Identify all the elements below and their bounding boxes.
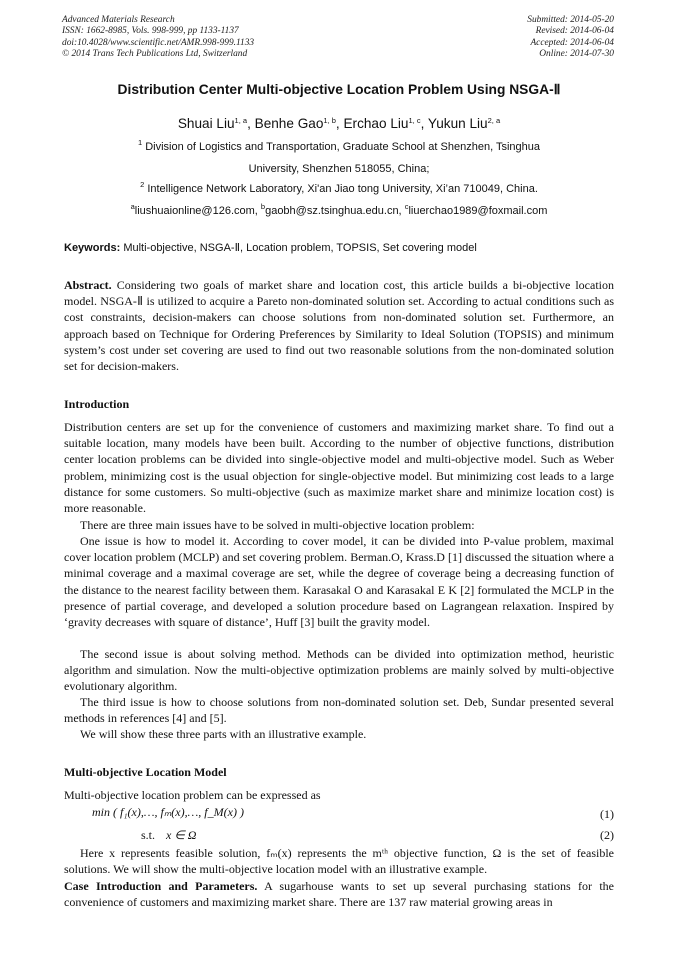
- intro-paragraph-1: Distribution centers are set up for the convenience of customers and maximizing market share. To find out a suitable location, many models have been built. According to the number of objective functions, distribution center location problems can be divided into single-objective model and multi-objective model. Such as Weber problem, minimizing cost is the usual objection for single-objective model. But minimizing cost leads to a large distance for some customers. So multi-objective (such as maximize market share and minimize location cost) is more reasonable.: [64, 420, 614, 516]
- email-list: [40, 202, 638, 217]
- author-list: Shuai Liu$^{1, a}$, Benhe Gao$^{1, b}$, Erchao Liu$^{1, c}$, Yukun Liu$^{2, a}$: [177, 116, 501, 131]
- case-text: A sugarhouse wants to set up several purchasing stations for the convenience of customers and maximizing market share. There are 137 raw material growing areas in: [64, 879, 614, 910]
- equation-1-number: (1): [600, 807, 614, 821]
- issn: ISSN: 1662-8985, Vols. 998-999, pp 1133-1137: [62, 26, 239, 37]
- author-sup: 1, b: [323, 116, 336, 125]
- email-link[interactable]: liushuaionline@126.com,: [134, 205, 258, 217]
- doi: doi:10.4028/www.scientific.net/AMR.998-999.1133: [62, 37, 255, 48]
- abstract: [64, 277, 614, 374]
- case-label: Case Introduction and Parameters.: [64, 879, 258, 893]
- intro-paragraph-6: We will show these three parts with an illustrative example.: [80, 727, 367, 741]
- email-link[interactable]: gaobh@sz.tsinghua.edu.cn,: [265, 205, 402, 217]
- equation-1: min ( f₁(x),…, fₘ(x),…, f_M(x) ): [92, 805, 244, 819]
- author-name: Erchao Liu: [343, 116, 409, 131]
- intro-paragraph-4: The second issue is about solving method. Methods can be divided into optimization method, heuristic algorithm and simulation. Now the multi-objective optimization problems are mainly solved by multi-objective evolutionary algorithm.: [64, 647, 614, 694]
- intro-paragraph-3: One issue is how to model it. According to cover model, it can be divided into P-value problem, maximal cover location problem (MCLP) and set covering problem. Berman.O, Krass.D [1] discussed the situation where a minimal coverage and a maximal coverage are set, while the degree of coverage being a decreasing function of the distance to the nearest facility between them. Karasakal O and Karasakal E K [2] formulated the MCLP in the presence of partial coverage, and developed a solution procedure based on Lagrangean relaxation. Inspired by ‘gravity decreases with square of distance’, Huff [3] built the gravity model.: [64, 534, 614, 630]
- paper-title: Distribution Center Multi-objective Location Problem Using NSGA-Ⅱ: [117, 82, 561, 97]
- email-sup: b: [260, 202, 266, 211]
- affiliation-1: [60, 138, 618, 153]
- email-sup: c: [404, 202, 409, 211]
- email-link[interactable]: liuerchao1989@foxmail.com: [408, 205, 548, 217]
- copyright: © 2014 Trans Tech Publications Ltd, Switzerland: [62, 48, 248, 59]
- submitted-date: Submitted: 2014-05-20: [527, 15, 614, 25]
- intro-paragraph-5: The third issue is how to choose solutions from non-dominated solution set. Deb, Sundar presented several methods in references [4] and [5].: [64, 695, 614, 726]
- author-name: Benhe Gao: [254, 116, 324, 131]
- affiliation-text: University, Shenzhen 518055, China;: [248, 163, 430, 175]
- keywords-label: Keywords:: [64, 242, 121, 254]
- model-heading: Multi-objective Location Model: [64, 765, 227, 779]
- affiliation-sup: 1: [137, 138, 143, 147]
- online-date: Online: 2014-07-30: [539, 48, 614, 59]
- equation-2-st: s.t.: [141, 828, 156, 842]
- author-name: Yukun Liu: [427, 116, 488, 131]
- journal-info: [62, 15, 254, 60]
- publication-dates: [527, 15, 614, 60]
- journal-name: Advanced Materials Research: [62, 15, 175, 25]
- introduction-heading: Introduction: [64, 397, 130, 411]
- keywords-text: Multi-objective, NSGA-Ⅱ, Location problem, TOPSIS, Set covering model: [123, 242, 477, 254]
- author-sup: 1, c: [408, 116, 421, 125]
- revised-date: Revised: 2014-06-04: [535, 26, 614, 37]
- affiliation-2: [60, 180, 618, 195]
- model-paragraph: Here x represents feasible solution, fₘ(x) represents the mᵗʰ objective function, Ω is the set of feasible solutions. We will show the multi-objective location model with an illustrative example.: [64, 846, 614, 877]
- model-intro: Multi-objective location problem can be expressed as: [64, 788, 321, 802]
- author-sup: 1, a: [234, 116, 248, 125]
- author-sup: 2, a: [487, 116, 501, 125]
- case-paragraph: [64, 878, 614, 910]
- abstract-text: Considering two goals of market share and location cost, this article builds a bi-objective location model. NSGA-Ⅱ is utilized to acquire a Pareto non-dominated solution set. According to actual conditions such as cost constraints, decision-makers can choose solutions from non-dominated solution set. Furthermore, an approach based on Technique for Ordering Preferences by Similarity to Ideal Solution (TOPSIS) and minimum system’s cost under set covering are used to find out two reasonable solutions from the non-dominated solution set for decision-makers.: [64, 278, 614, 374]
- abstract-label: Abstract.: [64, 278, 112, 292]
- affiliation-1-cont: [60, 163, 618, 175]
- keywords: [64, 241, 477, 254]
- equation-2-number: (2): [600, 828, 614, 842]
- accepted-date: Accepted: 2014-06-04: [530, 37, 614, 48]
- email-sup: a: [130, 202, 135, 211]
- affiliation-text: Division of Logistics and Transportation, Graduate School at Shenzhen, Tsinghua: [145, 141, 541, 153]
- affiliation-text: Intelligence Network Laboratory, Xi'an Jiao tong University, Xi’an 710049, China.: [147, 183, 538, 195]
- author-name: Shuai Liu: [177, 116, 235, 131]
- equation-2: x ∈ Ω: [166, 828, 197, 842]
- affiliation-sup: 2: [140, 180, 145, 189]
- intro-paragraph-2: There are three main issues have to be solved in multi-objective location problem:: [80, 518, 475, 532]
